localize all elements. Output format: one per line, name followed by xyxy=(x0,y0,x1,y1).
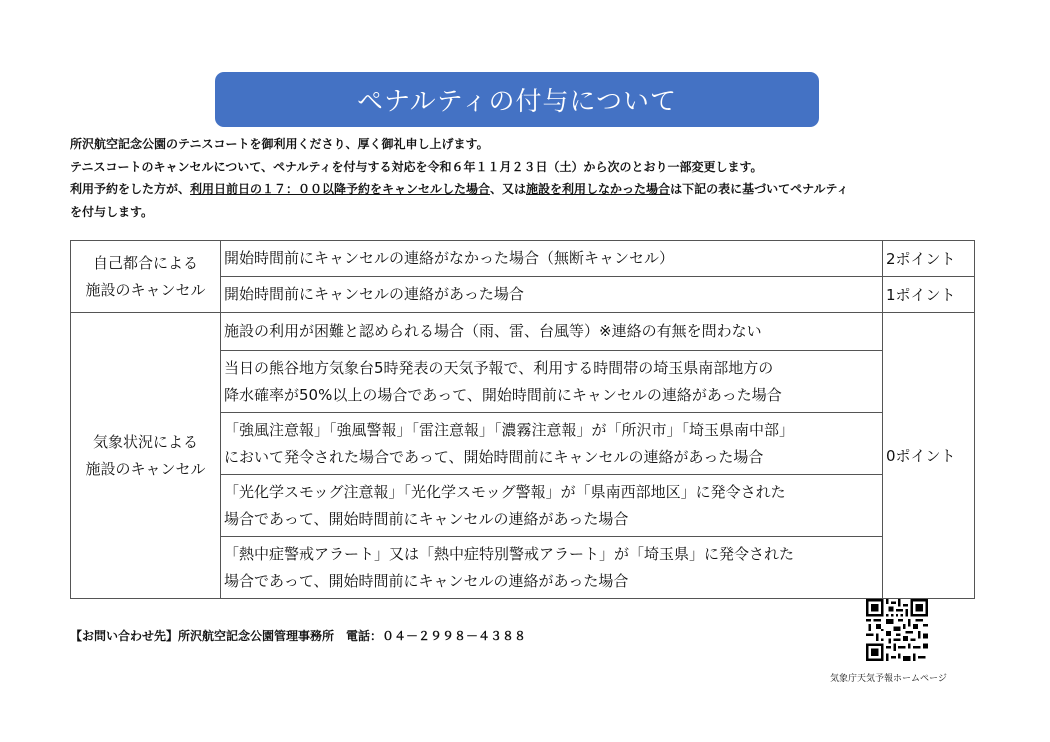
table-row xyxy=(71,241,975,277)
category-weather-cell xyxy=(71,313,221,599)
intro-underlined-no-use: 施設を利用しなかった場合 xyxy=(526,182,671,196)
points-cell xyxy=(883,313,975,599)
category-self-cell xyxy=(71,241,221,313)
points-value: 1ポイント xyxy=(886,286,956,304)
table-row xyxy=(71,313,975,351)
condition-cell xyxy=(221,277,883,313)
intro-text xyxy=(70,137,980,227)
condition-text: 「熱中症警戒アラート」又は「熱中症特別警戒アラート」が「埼玉県」に発令された 場合であって、開始時間前にキャンセルの連絡があった場合 xyxy=(224,544,795,590)
qr-caption: 気象庁天気予報ホームページ xyxy=(830,674,947,684)
condition-cell xyxy=(221,475,883,537)
intro-line-1: 所沢航空記念公園のテニスコートを御利用くださり、厚く御礼申し上げます。 xyxy=(70,137,489,151)
condition-text: 当日の熊谷地方気象台5時発表の天気予報で、利用する時間帯の埼玉県南部地方の 降水確率が50%以上の場合であって、開始時間前にキャンセルの連絡があった場合 xyxy=(224,358,782,404)
condition-cell xyxy=(221,313,883,351)
points-value: 2ポイント xyxy=(886,250,956,268)
category-weather-label: 気象状況による 施設のキャンセル xyxy=(85,432,206,478)
points-cell xyxy=(883,241,975,277)
condition-cell xyxy=(221,537,883,599)
intro-line-3 xyxy=(70,182,980,196)
intro-line-3-part: 利用予約をした方が、 xyxy=(70,182,191,196)
intro-line-3-part: は下記の表に基づいてペナルティ xyxy=(670,182,849,196)
qr-code-icon[interactable] xyxy=(866,599,928,661)
contact-info: 【お問い合わせ先】所沢航空記念公園管理事務所 電話：０４－２９９８－４３８８ xyxy=(70,629,527,643)
condition-text: 「光化学スモッグ注意報」「光化学スモッグ警報」が「県南西部地区」に発令された 場合であって、開始時間前にキャンセルの連絡があった場合 xyxy=(224,482,786,528)
condition-text: 施設の利用が困難と認められる場合（雨、雷、台風等）※連絡の有無を問わない xyxy=(224,322,762,340)
points-cell xyxy=(883,277,975,313)
condition-text: 開始時間前にキャンセルの連絡がなかった場合（無断キャンセル） xyxy=(224,249,675,267)
page-title: ペナルティの付与について xyxy=(356,87,678,117)
condition-cell xyxy=(221,241,883,277)
condition-cell xyxy=(221,351,883,413)
intro-line-4: を付与します。 xyxy=(70,204,154,219)
page-title-banner xyxy=(215,72,819,127)
points-value: 0ポイント xyxy=(886,447,956,465)
intro-line-3-part: 、又は xyxy=(490,182,527,196)
condition-cell xyxy=(221,413,883,475)
intro-underlined-deadline: 利用日前日の１７：００以降予約をキャンセルした場合 xyxy=(190,182,491,196)
intro-line-2: テニスコートのキャンセルについて、ペナルティを付与する対応を令和６年１１月２３日（土）から次のとおり一部変更します。 xyxy=(70,159,763,174)
condition-text: 「強風注意報」「強風警報」「雷注意報」「濃霧注意報」が「所沢市」「埼玉県南中部」 において発令された場合であって、開始時間前にキャンセルの連絡があった場合 xyxy=(224,420,795,466)
penalty-table xyxy=(70,240,975,599)
category-self-label: 自己都合による 施設のキャンセル xyxy=(85,253,206,299)
condition-text: 開始時間前にキャンセルの連絡があった場合 xyxy=(224,285,524,303)
